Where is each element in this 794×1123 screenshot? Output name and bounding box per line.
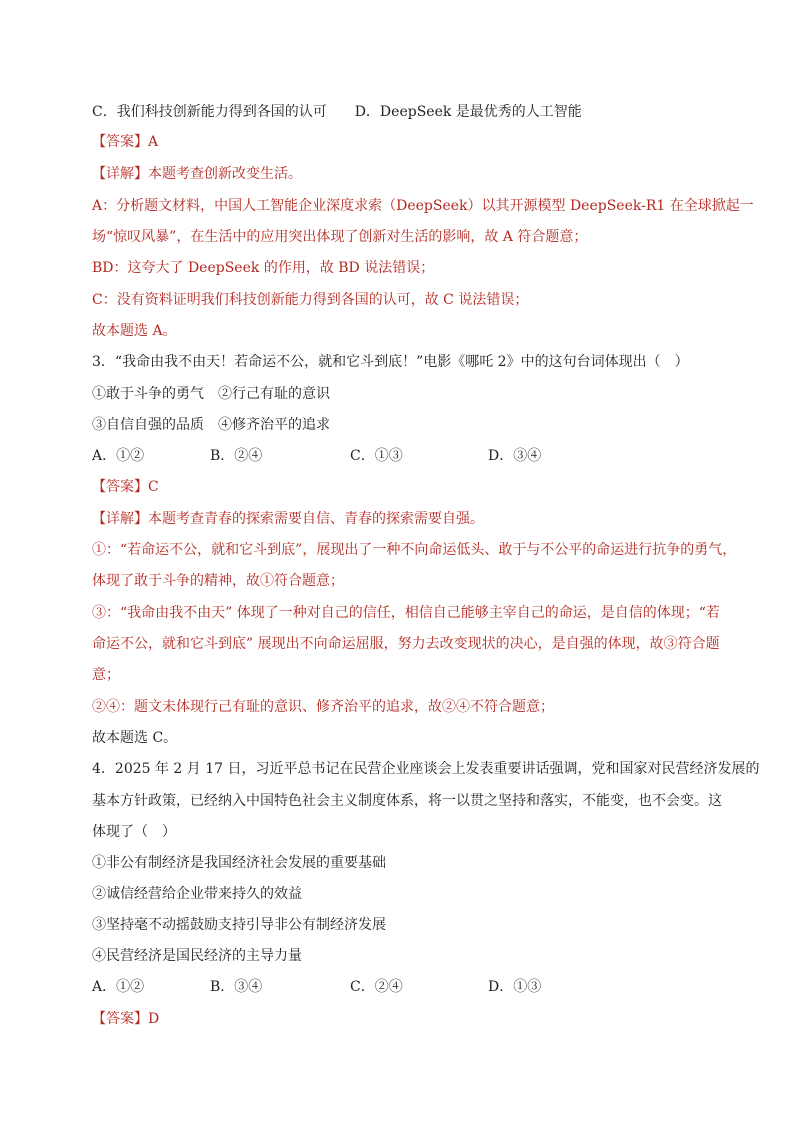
choice-d: D．③④ bbox=[488, 448, 542, 464]
choice-d: D．①③ bbox=[488, 979, 542, 995]
explanation-line: 场“惊叹风暴”，在生活中的应用突出体现了创新对生活的影响，故 A 符合题意； bbox=[92, 229, 588, 245]
explanation-line: ②④：题文未体现行己有耻的意识、修齐治平的追求，故②④不符合题意； bbox=[92, 699, 554, 715]
conclusion-line: 故本题选 C。 bbox=[92, 730, 178, 746]
explanation-heading: 【详解】本题考查创新改变生活。 bbox=[92, 166, 302, 182]
question-4-stem: 体现了（ ） bbox=[92, 824, 176, 840]
choice-b: B．③④ bbox=[210, 979, 263, 995]
question-4-stem: 基本方针政策，已经纳入中国特色社会主义制度体系，将一以贯之坚持和落实，不能变，也不会变。这 bbox=[92, 793, 722, 809]
statement-line: ①敢于斗争的勇气 ②行己有耻的意识 bbox=[92, 386, 330, 402]
statement-line: ④民营经济是国民经济的主导力量 bbox=[92, 948, 302, 964]
choice-c: C．①③ bbox=[350, 448, 403, 464]
answer-label: 【答案】A bbox=[92, 134, 159, 150]
choice-a: A．①② bbox=[92, 448, 145, 464]
explanation-line: ①：“若命运不公，就和它斗到底”，展现出了一种不向命运低头、敢于与不公平的命运进行抗争的勇气， bbox=[92, 542, 737, 558]
answer-label: 【答案】C bbox=[92, 479, 159, 495]
explanation-line: 意； bbox=[92, 667, 120, 683]
explanation-line: 命运不公，就和它斗到底” 展现出不向命运屈服，努力去改变现状的决心，是自强的体现，故③符合题 bbox=[92, 636, 720, 652]
statement-line: ③自信自强的品质 ④修齐治平的追求 bbox=[92, 417, 330, 433]
explanation-line: C：没有资料证明我们科技创新能力得到各国的认可，故 C 说法错误； bbox=[92, 292, 529, 308]
choice-c: C．②④ bbox=[350, 979, 403, 995]
statement-line: ②诚信经营给企业带来持久的效益 bbox=[92, 886, 302, 902]
choice-row-q3 bbox=[92, 446, 734, 466]
statement-line: ③坚持毫不动摇鼓励支持引导非公有制经济发展 bbox=[92, 917, 386, 933]
explanation-line: 体现了敢于斗争的精神，故①符合题意； bbox=[92, 573, 344, 589]
question-4-stem: 4．2025 年 2 月 17 日，习近平总书记在民营企业座谈会上发表重要讲话强调，党和国家对民营经济发展的 bbox=[92, 761, 760, 777]
choice-b: B．②④ bbox=[210, 448, 263, 464]
explanation-line: A：分析题文材料，中国人工智能企业深度求索（DeepSeek）以其开源模型 DeepSeek-R1 在全球掀起一 bbox=[92, 198, 754, 214]
choice-a: A．①② bbox=[92, 979, 145, 995]
option-line-q2-cd: C．我们科技创新能力得到各国的认可 D．DeepSeek 是最优秀的人工智能 bbox=[92, 104, 582, 120]
question-3-stem: 3．“我命由我不由天！若命运不公，就和它斗到底！”电影《哪吒 2》中的这句台词体现出（ ） bbox=[92, 354, 689, 370]
answer-label: 【答案】D bbox=[92, 1011, 160, 1027]
explanation-line: ③：“我命由我不由天” 体现了一种对自己的信任，相信自己能够主宰自己的命运，是自信的体现；“若 bbox=[92, 605, 720, 621]
statement-line: ①非公有制经济是我国经济社会发展的重要基础 bbox=[92, 855, 386, 871]
explanation-heading: 【详解】本题考查青春的探索需要自信、青春的探索需要自强。 bbox=[92, 511, 484, 527]
choice-row-q4 bbox=[92, 977, 734, 997]
explanation-line: BD：这夸大了 DeepSeek 的作用，故 BD 说法错误； bbox=[92, 260, 435, 276]
conclusion-line: 故本题选 A。 bbox=[92, 323, 177, 339]
